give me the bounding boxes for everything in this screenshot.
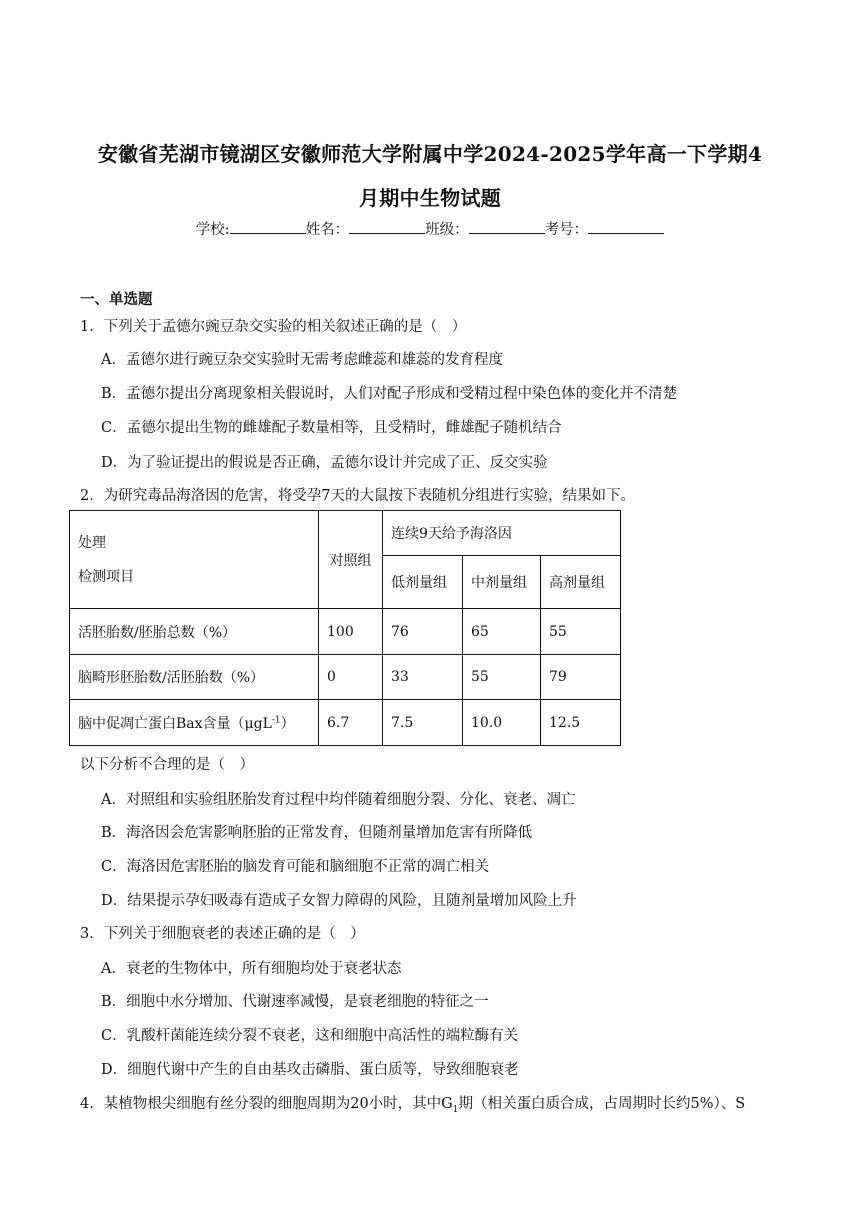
class-blank[interactable]: [469, 221, 545, 234]
header-control: 对照组: [319, 511, 383, 609]
exam-number-label: 考号：: [544, 222, 589, 238]
cell-high: 55: [541, 609, 621, 655]
q4-stem-part2: 期（相关蛋白质合成，占周期时长约5%）、S: [458, 1096, 746, 1112]
q3-option-c: C．乳酸杆菌能连续分裂不衰老，这和细胞中高活性的端粒酶有关: [101, 1028, 519, 1044]
table-row: [70, 609, 621, 655]
exam-title-line1: 安徽省芜湖市镜湖区安徽师范大学附属中学2024-2025学年高一下学期4: [97, 142, 763, 166]
section-heading: 一、单选题: [80, 291, 153, 308]
school-blank[interactable]: [230, 221, 306, 234]
cell-high: 12.5: [541, 700, 621, 746]
row-label: 脑畸形胚胎数/活胚胎数（%）: [70, 655, 319, 700]
q1-option-b: B．孟德尔提出分离现象相关假说时，人们对配子形成和受精过程中染色体的变化并不清楚: [101, 386, 678, 402]
header-heroin-group: 连续9天给予海洛因: [383, 511, 621, 556]
table-corner-header: [70, 511, 319, 609]
header-high-dose: 高剂量组: [541, 556, 621, 609]
q1-option-d: D．为了验证提出的假说是否正确，孟德尔设计并完成了正、反交实验: [101, 455, 548, 471]
cell-high: 79: [541, 655, 621, 700]
experiment-table: [69, 510, 621, 746]
q2-option-b: B．海洛因会危害影响胚胎的正常发育，但随剂量增加危害有所降低: [101, 825, 533, 841]
exam-number-blank[interactable]: [588, 221, 664, 234]
q4-stem-part1: 4．某植物根尖细胞有丝分裂的细胞周期为20小时，其中G: [80, 1096, 453, 1112]
q1-option-a: A．孟德尔进行豌豆杂交实验时无需考虑雌蕊和雄蕊的发育程度: [101, 352, 503, 368]
q4-stem: [80, 1092, 745, 1115]
q1-stem: 1．下列关于孟德尔豌豆杂交实验的相关叙述正确的是（ ）: [80, 319, 467, 335]
q2-option-d: D．结果提示孕妇吸毒有造成子女智力障碍的风险，且随剂量增加风险上升: [101, 893, 577, 909]
name-blank[interactable]: [349, 221, 425, 234]
name-label: 姓名：: [305, 222, 350, 238]
row-label: 活胚胎数/胚胎总数（%）: [70, 609, 319, 655]
cell-control: 0: [319, 655, 383, 700]
cell-mid: 65: [463, 609, 541, 655]
cell-low: 7.5: [383, 700, 463, 746]
header-test-item: 检测项目: [78, 568, 134, 585]
unit-superscript: -1: [271, 714, 281, 725]
q3-option-a: A．衰老的生物体中，所有细胞均处于衰老状态: [101, 961, 402, 977]
q3-stem: 3．下列关于细胞衰老的表述正确的是（ ）: [80, 926, 365, 942]
cell-low: 33: [383, 655, 463, 700]
q2-stem: 2．为研究毒品海洛因的危害，将受孕7天的大鼠按下表随机分组进行实验，结果如下。: [80, 488, 635, 504]
cell-low: 76: [383, 609, 463, 655]
q3-option-d: D．细胞代谢中产生的自由基攻击磷脂、蛋白质等，导致细胞衰老: [101, 1062, 519, 1078]
header-treatment: 处理: [78, 534, 106, 551]
q2-option-c: C．海洛因危害胚胎的脑发育可能和脑细胞不正常的凋亡相关: [101, 859, 490, 875]
q2-follow: 以下分析不合理的是（ ）: [80, 757, 254, 773]
cell-mid: 10.0: [463, 700, 541, 746]
student-info-line: [0, 218, 860, 239]
header-mid-dose: 中剂量组: [463, 556, 541, 609]
q3-option-b: B．细胞中水分增加、代谢速率减慢，是衰老细胞的特征之一: [101, 994, 489, 1010]
header-low-dose: 低剂量组: [383, 556, 463, 609]
row-label: [70, 700, 319, 746]
row-label-tail: ）: [280, 715, 295, 732]
table-row: [70, 700, 621, 746]
cell-control: 100: [319, 609, 383, 655]
row-label-text: 脑中促凋亡蛋白Bax含量（μgL: [78, 715, 272, 732]
class-label: 班级：: [425, 222, 469, 238]
table-row: [70, 655, 621, 700]
cell-control: 6.7: [319, 700, 383, 746]
g1-subscript: 1: [452, 1104, 459, 1115]
q1-option-c: C．孟德尔提出生物的雌雄配子数量相等，且受精时，雌雄配子随机结合: [101, 420, 562, 436]
cell-mid: 55: [463, 655, 541, 700]
exam-title-line2: 月期中生物试题: [358, 186, 502, 210]
q2-option-a: A．对照组和实验组胚胎发育过程中均伴随着细胞分裂、分化、衰老、凋亡: [101, 792, 576, 808]
school-label: 学校:: [195, 222, 230, 238]
